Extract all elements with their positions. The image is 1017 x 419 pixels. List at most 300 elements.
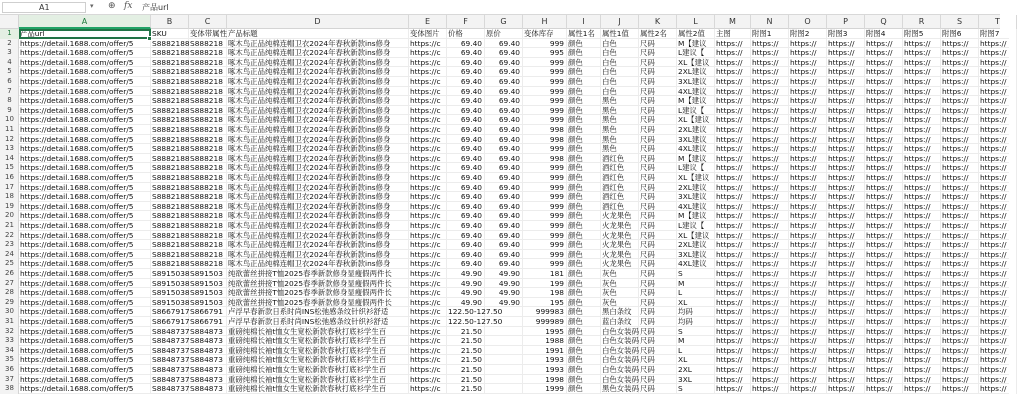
table-cell[interactable]: 纯欲蕾丝拼接T恤2025春季新款修身显瘦假两件长 bbox=[227, 269, 409, 279]
table-cell[interactable]: 尺码 bbox=[639, 115, 677, 125]
table-cell[interactable]: https:// bbox=[827, 144, 865, 154]
table-cell[interactable]: https:// bbox=[979, 307, 1017, 317]
table-cell[interactable]: https:// bbox=[789, 279, 827, 289]
table-cell[interactable]: https:// bbox=[715, 250, 751, 260]
table-cell[interactable]: 1999 bbox=[523, 384, 567, 394]
table-cell[interactable]: https:// bbox=[979, 58, 1017, 68]
table-cell[interactable]: 999 bbox=[523, 144, 567, 154]
table-cell[interactable]: https:// bbox=[979, 288, 1017, 298]
table-cell[interactable]: https:// bbox=[865, 288, 903, 298]
table-cell[interactable]: S884873 bbox=[189, 355, 227, 365]
table-cell[interactable]: 变体库存 bbox=[523, 29, 567, 39]
table-cell[interactable]: https://c bbox=[409, 58, 447, 68]
table-cell[interactable]: 999 bbox=[523, 250, 567, 260]
table-cell[interactable]: 附图5 bbox=[903, 29, 941, 39]
table-cell[interactable]: S884873 bbox=[189, 365, 227, 375]
table-cell[interactable]: S8882188 bbox=[152, 249, 190, 259]
table-cell[interactable]: https:// bbox=[941, 96, 979, 106]
table-cell[interactable]: 颜色 bbox=[567, 135, 601, 145]
table-cell[interactable]: https:// bbox=[865, 163, 903, 173]
table-cell[interactable]: https:// bbox=[827, 154, 865, 164]
table-cell[interactable]: https:// bbox=[751, 259, 789, 269]
table-cell[interactable]: https:// bbox=[789, 192, 827, 202]
table-cell[interactable]: https:// bbox=[715, 135, 751, 145]
table-cell[interactable]: 尺码 bbox=[639, 135, 677, 145]
table-cell[interactable]: https:// bbox=[865, 115, 903, 125]
table-cell[interactable]: 尺码 bbox=[639, 279, 677, 289]
table-cell[interactable] bbox=[485, 307, 523, 317]
column-header-j[interactable]: J bbox=[601, 15, 639, 29]
table-cell[interactable]: https:// bbox=[715, 77, 751, 87]
table-cell[interactable]: https://detail.1688.com/offer/5 bbox=[19, 250, 151, 260]
table-cell[interactable]: https:// bbox=[751, 317, 789, 327]
table-cell[interactable]: 2XL建议 bbox=[677, 125, 715, 135]
table-cell[interactable]: https:// bbox=[941, 355, 979, 365]
table-cell[interactable]: 49.90 bbox=[447, 279, 485, 289]
table-cell[interactable]: https://detail.1688.com/offer/5 bbox=[19, 67, 151, 77]
table-cell[interactable]: S888218 bbox=[189, 211, 227, 221]
column-header-l[interactable]: L bbox=[677, 15, 715, 29]
table-cell[interactable]: https://c bbox=[409, 384, 447, 394]
table-cell[interactable]: 999 bbox=[523, 211, 567, 221]
table-cell[interactable]: 999 bbox=[523, 231, 567, 241]
table-cell[interactable]: 变体带属性 bbox=[190, 29, 227, 38]
cell-area[interactable] bbox=[19, 29, 1007, 419]
table-cell[interactable]: 啄木鸟正品纯棉连帽卫衣2024年春秋新款ins修身 bbox=[227, 183, 409, 193]
table-cell[interactable]: M bbox=[677, 336, 715, 346]
table-cell[interactable]: https:// bbox=[903, 375, 941, 385]
table-cell[interactable]: https:// bbox=[751, 269, 789, 279]
table-cell[interactable]: https:// bbox=[903, 173, 941, 183]
table-cell[interactable]: 122.50-127.50 bbox=[448, 307, 503, 317]
table-cell[interactable]: https:// bbox=[979, 144, 1017, 154]
table-cell[interactable]: 69.40 bbox=[447, 115, 485, 125]
table-cell[interactable]: https:// bbox=[865, 135, 903, 145]
table-cell[interactable]: 69.40 bbox=[447, 154, 485, 164]
table-cell[interactable]: https://c bbox=[409, 67, 447, 77]
table-cell[interactable]: https:// bbox=[715, 144, 751, 154]
table-cell[interactable]: 附图3 bbox=[827, 29, 865, 39]
table-cell[interactable]: 啄木鸟正品纯棉连帽卫衣2024年春秋新款ins修身 bbox=[227, 115, 409, 125]
function-icon[interactable]: fx bbox=[124, 1, 133, 11]
table-cell[interactable]: https://detail.1688.com/offer/5 bbox=[19, 288, 151, 298]
table-cell[interactable]: 999 bbox=[523, 115, 567, 125]
table-cell[interactable]: https:// bbox=[979, 279, 1017, 289]
table-cell[interactable]: https:// bbox=[903, 298, 941, 308]
table-cell[interactable]: 黑白条纹 bbox=[601, 307, 639, 317]
table-cell[interactable]: 黑色 bbox=[601, 115, 639, 125]
table-cell[interactable]: 灰色 bbox=[601, 298, 639, 308]
table-cell[interactable]: 69.40 bbox=[485, 202, 523, 212]
column-header-m[interactable]: M bbox=[715, 15, 751, 29]
table-cell[interactable]: https:// bbox=[715, 355, 751, 365]
table-cell[interactable]: https://detail.1688.com/offer/5 bbox=[19, 240, 151, 250]
table-cell[interactable]: https://c bbox=[409, 307, 447, 317]
table-cell[interactable]: https://c bbox=[409, 163, 447, 173]
table-cell[interactable]: 69.40 bbox=[485, 48, 523, 58]
table-cell[interactable]: 啄木鸟正品纯棉连帽卫衣2024年春秋新款ins修身 bbox=[227, 163, 409, 173]
table-cell[interactable]: https:// bbox=[979, 192, 1017, 202]
table-cell[interactable]: 69.40 bbox=[485, 192, 523, 202]
table-cell[interactable]: 4XL建议 bbox=[677, 202, 715, 212]
table-cell[interactable]: 2XL bbox=[677, 365, 715, 375]
table-cell[interactable]: M bbox=[677, 279, 715, 289]
table-cell[interactable]: 69.40 bbox=[447, 163, 485, 173]
table-cell[interactable]: https://c bbox=[409, 336, 447, 346]
table-cell[interactable]: https:// bbox=[751, 202, 789, 212]
table-cell[interactable]: https:// bbox=[789, 183, 827, 193]
table-cell[interactable]: S8848737 bbox=[152, 374, 190, 384]
table-cell[interactable]: https:// bbox=[865, 355, 903, 365]
table-cell[interactable]: S888218 bbox=[189, 202, 227, 212]
table-cell[interactable]: https:// bbox=[865, 192, 903, 202]
table-cell[interactable]: https:// bbox=[715, 48, 751, 58]
table-cell[interactable]: 酒红色 bbox=[601, 202, 639, 212]
table-cell[interactable]: 49.90 bbox=[485, 288, 523, 298]
table-cell[interactable]: 白色女装码 bbox=[602, 336, 639, 346]
table-cell[interactable]: 颜色 bbox=[567, 211, 601, 221]
table-cell[interactable]: 尺码 bbox=[639, 163, 677, 173]
table-cell[interactable]: S8882188 bbox=[152, 201, 190, 211]
table-cell[interactable]: 啄木鸟正品纯棉连帽卫衣2024年春秋新款ins修身 bbox=[227, 154, 409, 164]
table-cell[interactable]: L bbox=[677, 288, 715, 298]
table-cell[interactable]: 69.40 bbox=[447, 96, 485, 106]
table-cell[interactable]: https:// bbox=[865, 87, 903, 97]
table-cell[interactable]: S888218 bbox=[189, 77, 227, 87]
table-cell[interactable]: 69.40 bbox=[485, 115, 523, 125]
table-cell[interactable]: L bbox=[677, 346, 715, 356]
row-header[interactable]: 19 bbox=[5, 201, 14, 210]
table-cell[interactable]: https:// bbox=[789, 96, 827, 106]
table-cell[interactable]: S884873 bbox=[189, 346, 227, 356]
table-cell[interactable]: 属性1值 bbox=[601, 29, 639, 39]
table-cell[interactable]: M【建议 bbox=[677, 154, 715, 164]
table-cell[interactable]: https:// bbox=[903, 183, 941, 193]
table-cell[interactable]: https:// bbox=[941, 192, 979, 202]
table-cell[interactable]: https:// bbox=[979, 250, 1017, 260]
table-cell[interactable]: M【建议 bbox=[677, 96, 715, 106]
table-cell[interactable]: https:// bbox=[827, 125, 865, 135]
table-cell[interactable]: 69.40 bbox=[485, 58, 523, 68]
row-header[interactable]: 37 bbox=[5, 374, 14, 383]
table-cell[interactable]: S8915038 bbox=[152, 269, 190, 278]
table-cell[interactable]: https:// bbox=[979, 115, 1017, 125]
table-cell[interactable]: https:// bbox=[751, 106, 789, 116]
table-cell[interactable]: https:// bbox=[715, 163, 751, 173]
table-cell[interactable]: 白色女装码 bbox=[602, 365, 639, 374]
table-cell[interactable]: https:// bbox=[903, 384, 941, 394]
table-cell[interactable]: 尺码 bbox=[639, 259, 677, 269]
table-cell[interactable]: https:// bbox=[903, 154, 941, 164]
table-cell[interactable]: https:// bbox=[941, 250, 979, 260]
table-cell[interactable]: https:// bbox=[979, 365, 1017, 375]
table-cell[interactable]: https:// bbox=[827, 346, 865, 356]
table-cell[interactable]: 附图1 bbox=[751, 29, 789, 39]
table-cell[interactable]: https:// bbox=[789, 346, 827, 356]
table-cell[interactable]: https:// bbox=[903, 288, 941, 298]
table-cell[interactable]: 颜色 bbox=[567, 77, 601, 87]
table-cell[interactable]: 49.90 bbox=[447, 269, 485, 279]
table-cell[interactable]: https:// bbox=[827, 58, 865, 68]
table-cell[interactable]: https:// bbox=[715, 87, 751, 97]
table-cell[interactable]: 69.40 bbox=[485, 250, 523, 260]
table-cell[interactable]: S8882188 bbox=[152, 182, 190, 192]
table-cell[interactable]: https:// bbox=[827, 67, 865, 77]
table-cell[interactable]: https:// bbox=[751, 192, 789, 202]
table-cell[interactable]: https://detail.1688.com/offer/5 bbox=[19, 183, 151, 193]
row-header[interactable]: 17 bbox=[5, 182, 14, 191]
table-cell[interactable]: https:// bbox=[979, 211, 1017, 221]
table-cell[interactable]: https:// bbox=[715, 58, 751, 68]
table-cell[interactable]: https://c bbox=[409, 48, 447, 58]
table-cell[interactable]: https:// bbox=[789, 288, 827, 298]
table-cell[interactable]: 尺码 bbox=[639, 39, 677, 49]
table-cell[interactable]: 69.40 bbox=[485, 144, 523, 154]
table-cell[interactable]: S8882188 bbox=[152, 67, 190, 77]
table-cell[interactable]: https:// bbox=[865, 231, 903, 241]
table-cell[interactable]: https:// bbox=[979, 48, 1017, 58]
table-cell[interactable]: https://detail.1688.com/offer/5 bbox=[19, 384, 151, 394]
table-cell[interactable]: https:// bbox=[941, 48, 979, 58]
table-cell[interactable]: 火龙果色 bbox=[601, 259, 639, 269]
table-cell[interactable]: 颜色 bbox=[567, 375, 601, 385]
table-cell[interactable]: https:// bbox=[789, 58, 827, 68]
table-cell[interactable]: https:// bbox=[751, 77, 789, 87]
table-cell[interactable]: 69.40 bbox=[447, 39, 485, 49]
table-cell[interactable]: https:// bbox=[751, 115, 789, 125]
table-cell[interactable]: 颜色 bbox=[567, 96, 601, 106]
table-cell[interactable]: https:// bbox=[827, 77, 865, 87]
table-cell[interactable]: https:// bbox=[827, 87, 865, 97]
table-cell[interactable]: https:// bbox=[941, 221, 979, 231]
table-cell[interactable]: https:// bbox=[865, 365, 903, 375]
table-cell[interactable] bbox=[485, 355, 523, 365]
table-cell[interactable]: 21.50 bbox=[447, 365, 485, 375]
table-cell[interactable]: https:// bbox=[941, 327, 979, 337]
table-cell[interactable] bbox=[485, 365, 523, 375]
table-cell[interactable]: https:// bbox=[789, 298, 827, 308]
table-cell[interactable]: 69.40 bbox=[447, 135, 485, 145]
table-cell[interactable]: 啄木鸟正品纯棉连帽卫衣2024年春秋新款ins修身 bbox=[227, 211, 409, 221]
table-cell[interactable]: https:// bbox=[827, 317, 865, 327]
table-cell[interactable]: 白色女装码 bbox=[602, 374, 639, 384]
table-cell[interactable]: 颜色 bbox=[567, 67, 601, 77]
table-cell[interactable]: S8848737 bbox=[152, 355, 190, 365]
table-cell[interactable]: https:// bbox=[865, 375, 903, 385]
table-cell[interactable]: S888218 bbox=[189, 125, 227, 135]
table-cell[interactable]: 白色女装码 bbox=[602, 355, 639, 365]
table-cell[interactable]: https:// bbox=[903, 125, 941, 135]
table-cell[interactable]: https:// bbox=[751, 87, 789, 97]
table-cell[interactable]: 均码 bbox=[677, 317, 715, 327]
table-cell[interactable]: 尺码 bbox=[639, 67, 677, 77]
table-cell[interactable]: https:// bbox=[979, 355, 1017, 365]
table-cell[interactable]: S891503 bbox=[189, 288, 227, 298]
table-cell[interactable]: https:// bbox=[751, 48, 789, 58]
table-cell[interactable]: 995 bbox=[523, 48, 567, 58]
table-cell[interactable]: 火龙果色 bbox=[601, 211, 639, 221]
table-cell[interactable]: https:// bbox=[751, 336, 789, 346]
table-cell[interactable]: https:// bbox=[789, 240, 827, 250]
table-cell[interactable]: 颜色 bbox=[567, 355, 601, 365]
table-cell[interactable]: 啄木鸟正品纯棉连帽卫衣2024年春秋新款ins修身 bbox=[227, 125, 409, 135]
table-cell[interactable]: 酒红色 bbox=[601, 192, 639, 202]
table-cell[interactable]: https://detail.1688.com/offer/5 bbox=[19, 154, 151, 164]
row-header[interactable]: 12 bbox=[5, 134, 14, 143]
column-header-e[interactable]: E bbox=[409, 15, 447, 29]
table-cell[interactable]: 999 bbox=[523, 202, 567, 212]
table-cell[interactable]: 啄木鸟正品纯棉连帽卫衣2024年春秋新款ins修身 bbox=[227, 259, 409, 269]
table-cell[interactable]: 卢浮早春新款日系时尚INS松弛感条纹针织衫舒适 bbox=[227, 317, 409, 327]
table-cell[interactable]: https:// bbox=[715, 106, 751, 116]
table-cell[interactable]: https:// bbox=[789, 125, 827, 135]
table-cell[interactable]: 颜色 bbox=[567, 173, 601, 183]
row-header[interactable]: 30 bbox=[5, 307, 14, 316]
table-cell[interactable]: 黑色 bbox=[601, 135, 639, 145]
table-cell[interactable]: https:// bbox=[903, 317, 941, 327]
table-cell[interactable]: 122.50-127.50 bbox=[448, 317, 503, 326]
table-cell[interactable]: 尺码 bbox=[639, 77, 677, 87]
table-cell[interactable]: https:// bbox=[751, 144, 789, 154]
table-cell[interactable]: https:// bbox=[941, 39, 979, 49]
row-header[interactable]: 8 bbox=[7, 96, 12, 105]
table-cell[interactable]: S8915038 bbox=[152, 297, 190, 307]
table-cell[interactable]: 4XL建议 bbox=[677, 259, 715, 269]
row-header[interactable]: 27 bbox=[5, 278, 14, 287]
table-cell[interactable]: 21.50 bbox=[447, 327, 485, 337]
table-cell[interactable]: https:// bbox=[979, 135, 1017, 145]
table-cell[interactable]: S8882188 bbox=[152, 144, 190, 154]
table-cell[interactable]: https:// bbox=[865, 250, 903, 260]
table-cell[interactable]: 啄木鸟正品纯棉连帽卫衣2024年春秋新款ins修身 bbox=[227, 202, 409, 212]
table-cell[interactable]: 重磅纯棉长袖t恤女生宽松新款春秋打底衫学生百 bbox=[227, 327, 409, 337]
table-cell[interactable]: https:// bbox=[941, 384, 979, 394]
table-cell[interactable]: https://detail.1688.com/offer/5 bbox=[19, 192, 151, 202]
table-cell[interactable]: S8882188 bbox=[152, 259, 190, 269]
table-cell[interactable]: https:// bbox=[751, 96, 789, 106]
table-cell[interactable]: https://detail.1688.com/offer/5 bbox=[19, 144, 151, 154]
table-cell[interactable]: https://detail.1688.com/offer/5 bbox=[19, 279, 151, 289]
table-cell[interactable]: 啄木鸟正品纯棉连帽卫衣2024年春秋新款ins修身 bbox=[227, 144, 409, 154]
table-cell[interactable]: 火龙果色 bbox=[601, 221, 639, 231]
table-cell[interactable]: https://detail.1688.com/offer/5 bbox=[19, 77, 151, 87]
row-header[interactable]: 34 bbox=[5, 345, 14, 354]
table-cell[interactable]: https:// bbox=[979, 39, 1017, 49]
table-cell[interactable]: https:// bbox=[715, 115, 751, 125]
zoom-icon[interactable]: ⊕ bbox=[108, 1, 116, 11]
table-cell[interactable]: https:// bbox=[865, 327, 903, 337]
table-cell[interactable]: 产品url bbox=[19, 29, 151, 39]
table-cell[interactable]: 均码 bbox=[677, 307, 715, 317]
table-cell[interactable]: 颜色 bbox=[567, 269, 601, 279]
table-cell[interactable]: 69.40 bbox=[485, 221, 523, 231]
table-cell[interactable]: 69.40 bbox=[485, 259, 523, 269]
table-cell[interactable]: https:// bbox=[979, 327, 1017, 337]
table-cell[interactable]: 69.40 bbox=[447, 231, 485, 241]
table-cell[interactable]: https:// bbox=[865, 384, 903, 394]
table-cell[interactable]: https:// bbox=[941, 298, 979, 308]
table-cell[interactable]: 啄木鸟正品纯棉连帽卫衣2024年春秋新款ins修身 bbox=[227, 221, 409, 231]
table-cell[interactable]: 啄木鸟正品纯棉连帽卫衣2024年春秋新款ins修身 bbox=[227, 240, 409, 250]
table-cell[interactable]: https:// bbox=[941, 231, 979, 241]
table-cell[interactable]: https:// bbox=[865, 346, 903, 356]
table-cell[interactable]: https:// bbox=[751, 355, 789, 365]
table-cell[interactable]: 尺码 bbox=[639, 355, 677, 365]
table-cell[interactable]: 69.40 bbox=[485, 183, 523, 193]
table-cell[interactable]: 重磅纯棉长袖t恤女生宽松新款春秋打底衫学生百 bbox=[227, 384, 409, 394]
table-cell[interactable]: https://detail.1688.com/offer/5 bbox=[19, 96, 151, 106]
table-cell[interactable]: 尺码 bbox=[639, 231, 677, 241]
table-cell[interactable]: 999 bbox=[523, 58, 567, 68]
table-cell[interactable]: https:// bbox=[941, 336, 979, 346]
table-cell[interactable]: 999983 bbox=[523, 307, 567, 317]
table-cell[interactable]: https://detail.1688.com/offer/5 bbox=[19, 307, 151, 317]
table-cell[interactable]: https:// bbox=[789, 115, 827, 125]
select-all-corner[interactable] bbox=[0, 15, 19, 29]
table-cell[interactable]: 颜色 bbox=[567, 279, 601, 289]
table-cell[interactable]: https:// bbox=[941, 365, 979, 375]
row-header[interactable]: 2 bbox=[7, 38, 12, 47]
table-cell[interactable]: https:// bbox=[865, 67, 903, 77]
table-cell[interactable]: 998 bbox=[523, 135, 567, 145]
table-cell[interactable]: 尺码 bbox=[639, 106, 677, 116]
table-cell[interactable]: 颜色 bbox=[567, 202, 601, 212]
table-cell[interactable]: https:// bbox=[715, 154, 751, 164]
table-cell[interactable]: https:// bbox=[789, 259, 827, 269]
table-cell[interactable]: 重磅纯棉长袖t恤女生宽松新款春秋打底衫学生百 bbox=[227, 365, 409, 375]
table-cell[interactable]: https:// bbox=[751, 135, 789, 145]
table-cell[interactable]: https:// bbox=[715, 240, 751, 250]
row-header[interactable]: 9 bbox=[7, 105, 12, 114]
table-cell[interactable]: https://detail.1688.com/offer/5 bbox=[19, 211, 151, 221]
table-cell[interactable]: https://c bbox=[409, 221, 447, 231]
table-cell[interactable] bbox=[485, 384, 523, 394]
table-cell[interactable]: https:// bbox=[865, 221, 903, 231]
table-cell[interactable]: S888218 bbox=[189, 48, 227, 58]
table-cell[interactable]: https://detail.1688.com/offer/5 bbox=[19, 346, 151, 356]
table-cell[interactable]: 尺码 bbox=[639, 307, 677, 317]
table-cell[interactable]: https://detail.1688.com/offer/5 bbox=[19, 298, 151, 308]
table-cell[interactable]: 颜色 bbox=[567, 298, 601, 308]
table-cell[interactable]: https:// bbox=[715, 39, 751, 49]
table-cell[interactable]: 3XL bbox=[677, 375, 715, 385]
table-cell[interactable]: https:// bbox=[979, 221, 1017, 231]
column-header-q[interactable]: Q bbox=[865, 15, 903, 29]
table-cell[interactable]: https://detail.1688.com/offer/5 bbox=[19, 336, 151, 346]
table-cell[interactable]: https://detail.1688.com/offer/5 bbox=[19, 87, 151, 97]
table-cell[interactable]: https:// bbox=[751, 288, 789, 298]
table-cell[interactable]: https:// bbox=[827, 135, 865, 145]
table-cell[interactable]: 999 bbox=[523, 173, 567, 183]
table-cell[interactable]: S888218 bbox=[189, 87, 227, 97]
row-header[interactable]: 1 bbox=[0, 29, 19, 39]
table-cell[interactable]: https:// bbox=[827, 365, 865, 375]
column-header-p[interactable]: P bbox=[827, 15, 865, 29]
table-cell[interactable]: https:// bbox=[827, 336, 865, 346]
table-cell[interactable]: https://c bbox=[409, 154, 447, 164]
table-cell[interactable]: https:// bbox=[865, 39, 903, 49]
table-cell[interactable]: https:// bbox=[827, 173, 865, 183]
table-cell[interactable]: 尺码 bbox=[639, 346, 677, 356]
table-cell[interactable]: https://c bbox=[409, 125, 447, 135]
table-cell[interactable]: https://c bbox=[409, 279, 447, 289]
table-cell[interactable]: 999 bbox=[523, 106, 567, 116]
table-cell[interactable]: 啄木鸟正品纯棉连帽卫衣2024年春秋新款ins修身 bbox=[227, 192, 409, 202]
table-cell[interactable]: https:// bbox=[979, 154, 1017, 164]
table-cell[interactable]: S866791 bbox=[189, 317, 227, 327]
table-cell[interactable]: S888218 bbox=[189, 115, 227, 125]
column-header-h[interactable]: H bbox=[523, 15, 567, 29]
